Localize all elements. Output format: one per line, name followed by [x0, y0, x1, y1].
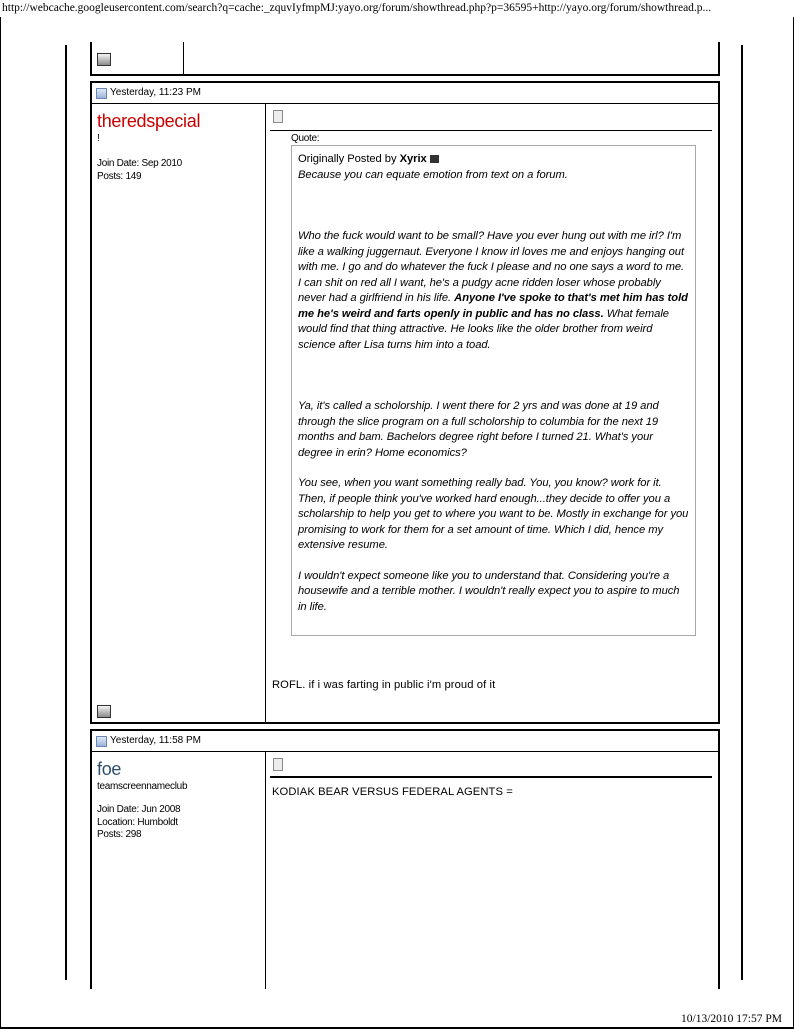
message-column	[266, 752, 718, 989]
post-icon	[273, 758, 283, 771]
post-message: KODIAK BEAR VERSUS FEDERAL AGENTS =	[272, 786, 513, 798]
quoted-username[interactable]: Xyrix	[399, 153, 427, 165]
quote-paragraph: Ya, it's called a scholorship. I went there for 2 yrs and was done at 19 and through the slice program on a full scholorship to columbia for the next 19 months and bam. Bachelors degree right before I turned 21. What's your degree in erin? Home economics?	[298, 400, 659, 459]
quote-paragraph: Because you can equate emotion from text on a forum.	[298, 168, 568, 181]
quote-paragraph	[298, 229, 689, 353]
view-post-arrow-icon[interactable]	[430, 155, 439, 163]
quote-paragraph: I wouldn't expect someone like you to understand that. Considering you're a housewife and a terrible mother. I wouldn't really expect you to aspire to much in life.	[298, 569, 680, 613]
join-date: Join Date: Sep 2010	[97, 158, 182, 169]
post-header	[92, 731, 718, 752]
user-details	[97, 158, 182, 183]
title-separator	[270, 130, 712, 131]
quote-attribution	[298, 152, 689, 168]
user-info-column	[92, 104, 266, 722]
quote-label: Quote:	[291, 133, 320, 144]
username-link[interactable]: foe	[97, 759, 122, 779]
user-location: Location: Humboldt	[97, 816, 178, 828]
quote-text: Who the fuck would want to be small? Have you ever hung out with me irl? I'm like a walking juggernaut. Everyone I know irl loves me and enjoys hanging out with me. I go and do whatever the fuck I please and no one says a word to me. I can shit on red all I want, he's a pudgy acne ridden loser whose probably never had a girlfriend in his life.	[298, 230, 685, 304]
post	[90, 81, 720, 724]
post-icon	[273, 110, 283, 123]
title-separator	[270, 776, 712, 778]
page-rule-right	[741, 45, 743, 980]
post	[90, 729, 720, 989]
quote-block	[291, 145, 696, 636]
user-details	[97, 804, 180, 842]
quote-text: What female would find that thing attractive. He looks like the older brother from weird science after Lisa turns him into a toad.	[298, 307, 669, 351]
offline-status-icon	[97, 705, 111, 718]
quote-bold-text: Anyone I've spoke to that's met him has told me he's weird and farts openly in public and has no class.	[298, 292, 688, 320]
print-timestamp: 10/13/2010 17:57 PM	[681, 1013, 782, 1025]
join-date: Join Date: Jun 2008	[97, 804, 181, 815]
previous-post-tail	[90, 42, 720, 76]
post-header	[92, 83, 718, 104]
user-info-column	[92, 752, 266, 989]
post-doc-icon	[96, 736, 107, 747]
post-count: Posts: 298	[97, 829, 142, 840]
username-link[interactable]: theredspecial	[97, 111, 201, 131]
page-rule-left	[65, 45, 67, 980]
post-timestamp: Yesterday, 11:23 PM	[110, 87, 201, 98]
post-message: ROFL. if i was farting in public i'm proud of it	[272, 679, 496, 691]
user-title: teamscreennameclub	[97, 781, 188, 792]
post-doc-icon	[96, 88, 107, 99]
quote-originally-posted-by: Originally Posted by	[298, 153, 397, 165]
post-timestamp: Yesterday, 11:58 PM	[110, 735, 201, 746]
url-bar: http://webcache.googleusercontent.com/search?q=cache:_zquvIyfmpMJ:yayo.org/forum/showthread.php?p=36595+http://yayo.org/forum/showthread.p...	[2, 2, 712, 14]
message-column	[266, 104, 718, 722]
frame-border-left	[0, 17, 1, 1029]
post-count: Posts: 149	[97, 170, 142, 182]
offline-status-icon	[97, 53, 111, 66]
quote-paragraph: You see, when you want something really bad. You, you know? work for it. Then, if people think you've worked hard enough...they decide to offer you a scholarship to help you get to where you want to be. Mostly in exchange for you promising to work for them for a set amount of time. Which I did, hence my extensive resume.	[298, 477, 689, 551]
user-title: !	[97, 133, 100, 144]
